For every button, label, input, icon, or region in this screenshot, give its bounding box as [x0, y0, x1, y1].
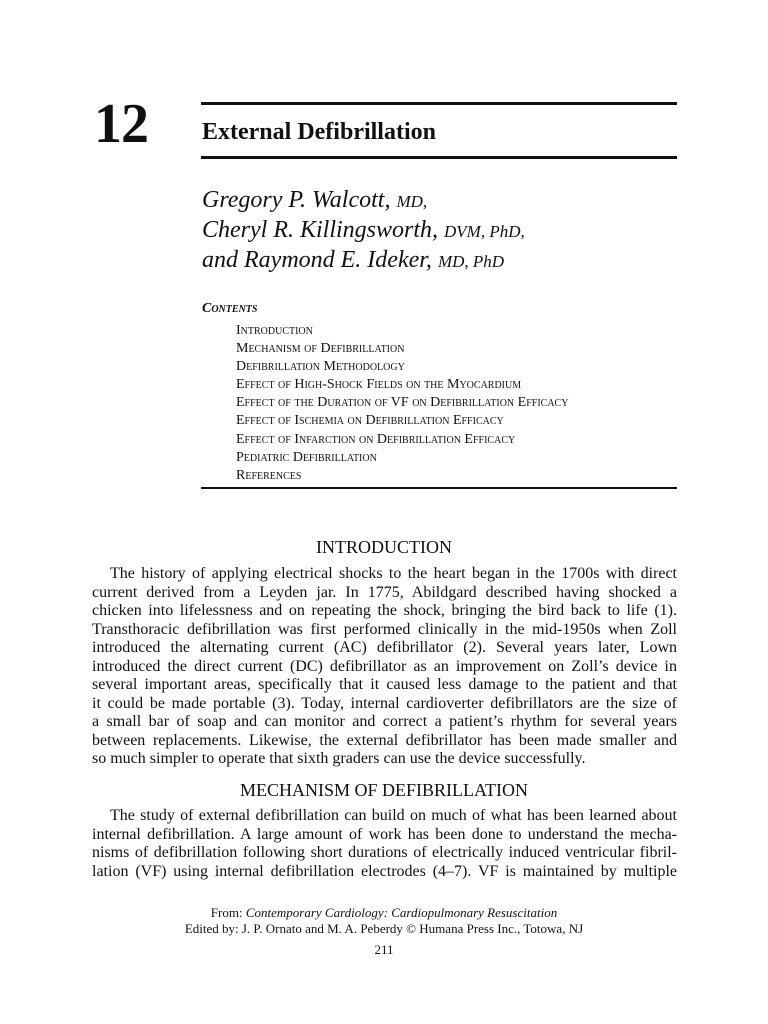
- chapter-title: External Defibrillation: [202, 119, 436, 145]
- text-line: so much simpler to operate that sixth graders can use the device successfully.: [92, 750, 586, 767]
- contents-item: Effect of the Duration of VF on Defibrillation Efficacy: [236, 395, 569, 411]
- contents-item: Effect of Infarction on Defibrillation Efficacy: [236, 431, 516, 447]
- text-line: lation (VF) using internal defibrillation electrodes (4–7). VF is maintained by multiple: [92, 862, 677, 880]
- chapter-number: 12: [94, 93, 148, 155]
- text-line: internal defibrillation. A large amount of work has been done to understand the mecha-: [92, 825, 677, 843]
- contents-item: Effect of High-Shock Fields on the Myocardium: [236, 377, 522, 393]
- title-top-rule: [201, 102, 677, 105]
- text-line: nisms of defibrillation following short durations of electrically induced ventricular fibril-: [92, 844, 677, 861]
- author-name: and Raymond E. Ideker,: [202, 247, 432, 273]
- author-line: [202, 216, 682, 246]
- text-line: several important areas, specifically that it caused less damage to the patient and that: [92, 676, 677, 693]
- contents-item: Introduction: [236, 323, 313, 338]
- author-degrees: MD,: [396, 192, 428, 211]
- source-footer: [92, 905, 676, 937]
- author-degrees: DVM, PhD,: [444, 222, 525, 241]
- text-line: introduced the direct current (DC) defibrillator as an improvement on Zoll’s device in: [92, 657, 677, 675]
- mechanism-paragraph: [92, 807, 677, 881]
- footer-book-title: Contemporary Cardiology: Cardiopulmonary Resuscitation: [245, 905, 558, 920]
- text-line: Transthoracic defibrillation was first performed clinically in the mid-1950s when Zoll: [92, 620, 677, 638]
- contents-item: Effect of Ischemia on Defibrillation Efficacy: [236, 413, 504, 429]
- author-name: Cheryl R. Killingsworth,: [202, 217, 439, 243]
- section-heading-introduction: INTRODUCTION: [316, 537, 452, 557]
- author-line: [202, 186, 682, 216]
- contents-item: Mechanism of Defibrillation: [236, 341, 405, 357]
- contents-item: Defibrillation Methodology: [236, 359, 405, 375]
- author-degrees: MD, PhD: [437, 252, 505, 271]
- text-line: chicken into lifelessness and on repeating the shock, bringing the bird back to life (1).: [92, 602, 677, 619]
- contents-item: References: [236, 467, 302, 483]
- author-line: [202, 246, 682, 276]
- text-line: it could be made portable (3). Today, internal cardioverter defibrillators are the size of: [92, 694, 677, 712]
- text-line: a small bar of soap and can monitor and correct a patient’s rhythm for several years: [92, 713, 677, 730]
- footer-from-label: From:: [210, 905, 243, 920]
- text-line: The study of external defibrillation can build on much of what has been learned about: [110, 807, 677, 824]
- contents-bottom-rule: [201, 487, 677, 489]
- title-bottom-rule: [201, 156, 677, 159]
- text-line: The history of applying electrical shocks to the heart began in the 1700s with direct: [110, 565, 677, 582]
- text-line: between replacements. Likewise, the external defibrillator has been made smaller and: [92, 731, 677, 749]
- text-line: introduced the alternating current (AC) defibrillator (2). Several years later, Lown: [92, 639, 677, 656]
- section-heading-mechanism: MECHANISM OF DEFIBRILLATION: [239, 780, 528, 800]
- contents-heading: Contents: [202, 301, 258, 316]
- author-list: [202, 186, 682, 276]
- introduction-paragraph: [92, 565, 677, 769]
- author-name: Gregory P. Walcott,: [202, 187, 391, 213]
- contents-list: [236, 322, 568, 485]
- footer-source-line: [92, 905, 676, 921]
- footer-edited-line: Edited by: J. P. Ornato and M. A. Peberdy © Humana Press Inc., Totowa, NJ: [184, 921, 584, 936]
- page-number: 211: [374, 942, 394, 957]
- contents-item: Pediatric Defibrillation: [236, 449, 377, 465]
- text-line: current derived from a Leyden jar. In 1775, Abildgard described having shocked a: [92, 583, 677, 601]
